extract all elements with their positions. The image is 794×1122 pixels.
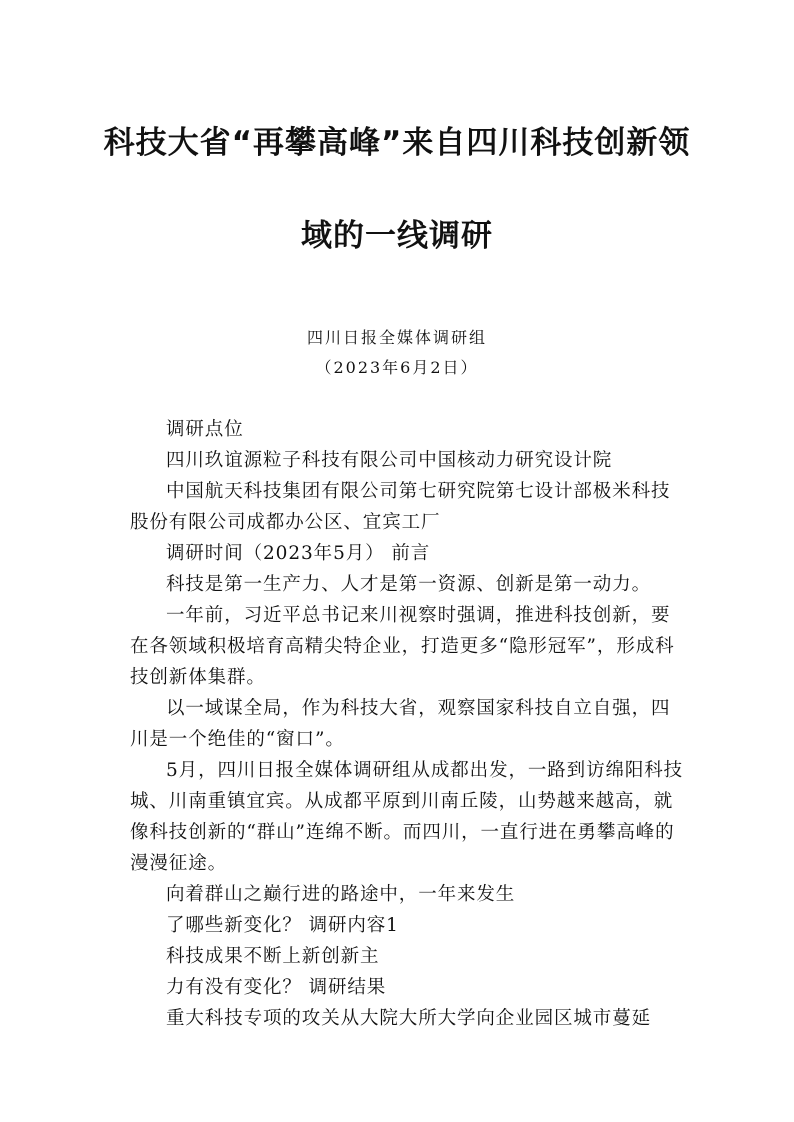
body-text-line: 力有没有变化？ 调研结果 — [166, 977, 387, 998]
body-text-line: 科技成果不断上新创新主 — [166, 946, 380, 967]
body-text-line: 在各领域积极培育高精尖特企业，打造更多“隐形冠军”，形成科 — [130, 636, 675, 657]
body-text-line: 中国航天科技集团有限公司第七研究院第七设计部极米科技 — [166, 481, 671, 502]
body-text-line: 以一域谋全局，作为科技大省，观察国家科技自立自强，四 — [166, 698, 671, 719]
body-text-line: 向着群山之巅行进的路途中，一年来发生 — [166, 884, 516, 905]
date: （2023年6月2日） — [315, 358, 479, 377]
body-text-line: 了哪些新变化？ 调研内容1 — [166, 915, 399, 936]
document-title-line-2: 域的一线调研 — [301, 218, 493, 254]
body-text-line: 像科技创新的“群山”连绵不断。而四川，一直行进在勇攀高峰的 — [130, 822, 675, 843]
body-text-line: 股份有限公司成都办公区、宜宾工厂 — [130, 512, 441, 533]
body-text-line: 重大科技专项的攻关从大院大所大学向企业园区城市蔓延 — [166, 1008, 652, 1029]
document-title-line-1: 科技大省“再攀高峰”来自四川科技创新领 — [103, 125, 691, 161]
body-text-line: 调研点位 — [166, 419, 244, 440]
body-text-line: 川是一个绝佳的“窗口”。 — [130, 729, 345, 750]
body-text-line: 技创新体集群。 — [130, 667, 266, 688]
body-text-line: 漫漫征途。 — [130, 853, 228, 874]
body-text-line: 城、川南重镇宜宾。从成都平原到川南丘陵，山势越来越高，就 — [130, 791, 674, 812]
document-body — [130, 414, 684, 1034]
body-text-line: 调研时间（2023年5月） 前言 — [166, 543, 431, 564]
body-text-line: 四川玖谊源粒子科技有限公司中国核动力研究设计院 — [166, 450, 613, 471]
body-text-line: 科技是第一生产力、人才是第一资源、创新是第一动力。 — [166, 574, 652, 595]
byline: 四川日报全媒体调研组 — [306, 328, 487, 347]
body-text-line: 一年前，习近平总书记来川视察时强调，推进科技创新，要 — [166, 605, 671, 626]
body-text-line: 5月，四川日报全媒体调研组从成都出发，一路到访绵阳科技 — [166, 760, 684, 781]
